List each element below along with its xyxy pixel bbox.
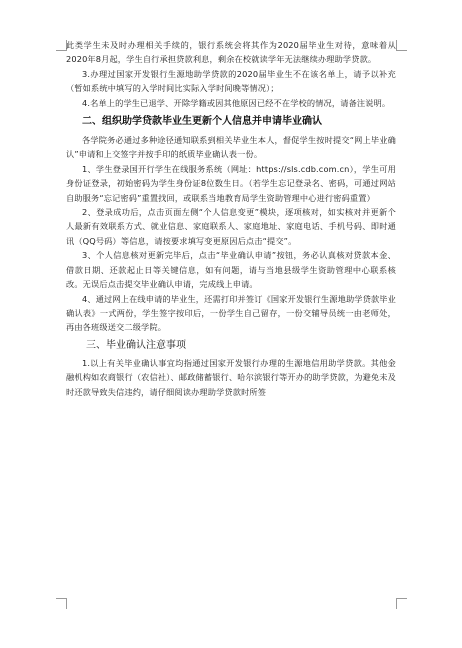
paragraph-continuation: 此类学生未及时办理相关手续的，银行系统会将其作为2020届毕业生对待，意味着从2020年8月起，学生自行承担贷款利息，剩余在校就读学年无法继续办理助学贷款。 <box>66 40 396 65</box>
crop-mark-bottom-left <box>56 598 67 609</box>
section2-step-3: 3、个人信息核对更新完毕后，点击“毕业确认申请”按钮，务必认真核对贷款本金、借款日期、还款起止日等关键信息，如有问题，请与当地县级学生资助管理中心联系核改。无误后点击提交毕业确认申请，完成线上申请。 <box>66 250 396 290</box>
crop-mark-top-right <box>396 40 407 51</box>
section2-step-4: 4、通过网上在线申请的毕业生，还需打印并签订《国家开发银行生源地助学贷款毕业确认表》一式两份，学生签字按印后，一份学生自己留存，一份交辅导员统一由老师处，再由各班级送交二级学院。 <box>66 293 396 333</box>
document-body <box>66 38 396 598</box>
paragraph-item-4: 4.名单上的学生已退学、开除学籍或因其他原因已经不在学校的情况，请备注说明。 <box>82 97 391 108</box>
section-heading-3: 三、毕业确认注意事项 <box>86 339 186 351</box>
paragraph-item-3: 3.办理过国家开发银行生源地助学贷款的2020届毕业生不在该名单上，请予以补充（暂如系统中填写的入学时间比实际入学时间晚等情况）； <box>66 68 396 94</box>
crop-mark-bottom-right <box>396 598 407 609</box>
section2-step-2: 2、登录成功后，点击页面左侧“个人信息变更”模块，逐项核对，如实核对并更新个人最新有效联系方式、就业信息、家庭联系人、家庭地址、家庭电话、手机号码、即时通讯（QQ号码）等信息，请按要求填写变更原因后点击“提交”。 <box>66 207 396 246</box>
section3-item-1: 1.以上有关毕业确认事宜均指通过国家开发银行办理的生源地信用助学贷款。其他金融机构如农商银行（农信社）、邮政储蓄银行、哈尔滨银行等开办的助学贷款，为避免未及时还款导致失信违约，请仔细阅读办理助学贷款时所签 <box>66 357 396 397</box>
section-heading-2: 二、组织助学贷款毕业生更新个人信息并申请毕业确认 <box>82 116 322 128</box>
section2-intro: 各学院务必通过多种途径通知联系到相关毕业生本人，督促学生按时提交“网上毕业确认”申请和上交签字并按手印的纸质毕业确认表一份。 <box>66 135 396 160</box>
section2-step-1: 1、学生登录国开行学生在线服务系统（网址：https://sls.cdb.com.cn），学生可用身份证登录，初始密码为学生身份证8位数生日。（若学生忘记登录名、密码，可通过网站自助服务“忘记密码”重置找回，或联系当地教育局学生资助管理中心进行密码重置） <box>66 163 396 203</box>
